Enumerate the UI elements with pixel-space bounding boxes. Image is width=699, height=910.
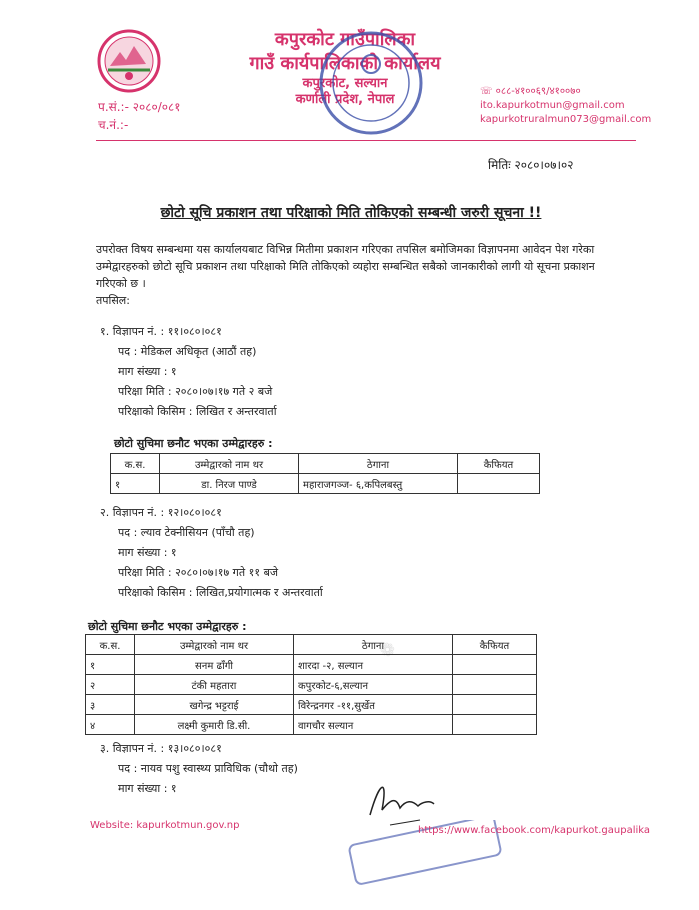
cell-address: विरेन्द्रनगर -११,सुर्खेत [294,695,453,715]
cell-sn: १ [111,474,160,494]
email-1: ito.kapurkotmun@gmail.com [480,100,625,111]
notice-title: छोटो सूचि प्रकाशन तथा परिक्षाको मिति तोकिएको सम्बन्धी जरुरी सूचना !! [160,205,542,221]
cell-sn: २ [86,675,135,695]
cell-sn: ४ [86,715,135,735]
office-line-3: कपुरकोट, सल्यान [302,76,388,91]
watermark: ❁ [378,639,397,662]
cell-sn: १ [86,655,135,675]
cell-remarks [458,474,540,494]
table-row [111,474,540,494]
col-sn: क.स. [111,454,160,474]
dispatch-number: च.नं.:- [98,118,129,132]
vacancy-section-2 [88,503,323,637]
shortlist-title: छोटो सुचिमा छनौट भएका उम्मेद्वारहरु : [88,620,247,633]
shortlist-title: छोटो सुचिमा छनौट भएका उम्मेद्वारहरु : [114,437,273,450]
intro-text: उपरोक्त विषय सम्बन्धमा यस कार्यालयबाट विभिन्न मितीमा प्रकाशन गरिएका तपसिल बमोजिमका विज्ञापनमा आवेदन पेश गरेका उम्मेद्वारहरुको छोटो सूचि प्रकाशन तथा परिक्षाको मिति तोकिएको व्यहोरा सम्बन्धित सबैको जानकारीको लागी यो सूचना प्रकाशन गरिएको छ । [96,243,595,290]
col-name: उम्मेद्वारको नाम थर [135,635,294,655]
intro-paragraph [96,241,626,309]
cell-name: टंकी महतारा [135,675,294,695]
vacancy-seats: माग संख्या : १ [118,782,177,795]
cell-address: महाराजगञ्ज- ६,कपिलबस्तु [299,474,458,494]
cell-remarks [453,695,537,715]
footer-facebook: https://www.facebook.com/kapurkot.gaupalika [418,825,651,836]
office-line-2: गाउँ कार्यपालिकाको कार्यालय [249,53,441,74]
vacancy-section-3 [100,739,298,799]
col-address: ठेगाना [294,635,453,655]
reference-block [98,98,180,134]
cell-name: सनम ढाँगी [135,655,294,675]
vacancy-exam-date: परिक्षा मिति : २०८०।०७।१७ गते ११ बजे [118,566,279,579]
table-header-row [111,454,540,474]
vacancy-exam-date: परिक्षा मिति : २०८०।०७।१७ गते २ बजे [118,385,273,398]
col-address: ठेगाना [299,454,458,474]
shortlist-table-2 [85,634,537,735]
email-2: kapurkotruralmun073@gmail.com [480,114,652,125]
shortlist-table-1 [110,453,540,494]
table-header-row [86,635,537,655]
vacancy-post: पद : ल्याव टेक्नीसियन (पाँचौ तह) [118,526,255,539]
cell-remarks [453,675,537,695]
footer-website: Website: kapurkotmun.gov.np [90,820,240,831]
letterhead-divider [96,140,636,141]
table-row [86,715,537,735]
vacancy-seats: माग संख्या : १ [118,365,177,378]
vacancy-head: ३. विज्ञापन नं. : १३।०८०।०८१ [100,742,222,755]
col-remarks: कैफियत [453,635,537,655]
vacancy-section-1 [100,322,277,454]
letter-date: मितिः २०८०।०७।०२ [488,158,574,172]
col-name: उम्मेद्वारको नाम थर [160,454,299,474]
table-row [86,695,537,715]
vacancy-seats: माग संख्या : १ [118,546,177,559]
nepal-emblem-icon [96,28,162,94]
col-remarks: कैफियत [458,454,540,474]
cell-name: लक्ष्मी कुमारी डि.सी. [135,715,294,735]
ref-number: प.सं.:- २०८०/०८१ [98,100,181,114]
table-row [86,655,537,675]
vacancy-post: पद : नायव पशु स्वास्थ्य प्राविधिक (चौथो तह) [118,762,298,775]
cell-name: खगेन्द्र भट्टराई [135,695,294,715]
office-stamp-icon [312,24,430,142]
cell-remarks [453,715,537,735]
office-line-4: कर्णाली प्रदेश, नेपाल [295,92,395,107]
vacancy-post: पद : मेडिकल अधिकृत (आठौं तह) [118,345,257,358]
cell-name: डा. निरज पाण्डे [160,474,299,494]
office-line-1: कपुरकोट गाउँपालिका [274,29,416,50]
table-row [86,675,537,695]
cell-remarks [453,655,537,675]
vacancy-exam-type: परिक्षाको किसिम : लिखित,प्रयोगात्मक र अन्तरवार्ता [118,586,323,599]
cell-address: वागचौर सल्यान [294,715,453,735]
contact-block [480,85,651,127]
vacancy-head: १. विज्ञापन नं. : ११।०८०।०८१ [100,325,222,338]
cell-address: शारदा -२, सल्यान [294,655,453,675]
tapsil-label: तपसिल: [96,294,130,307]
phone-number: ☏ ०८८-४१००६९/४१००७० [480,86,581,97]
col-sn: क.स. [86,635,135,655]
vacancy-head: २. विज्ञापन नं. : १२।०८०।०८१ [100,506,222,519]
vacancy-exam-type: परिक्षाको किसिम : लिखित र अन्तरवार्ता [118,405,277,418]
cell-sn: ३ [86,695,135,715]
cell-address: कपुरकोट-६,सल्यान [294,675,453,695]
